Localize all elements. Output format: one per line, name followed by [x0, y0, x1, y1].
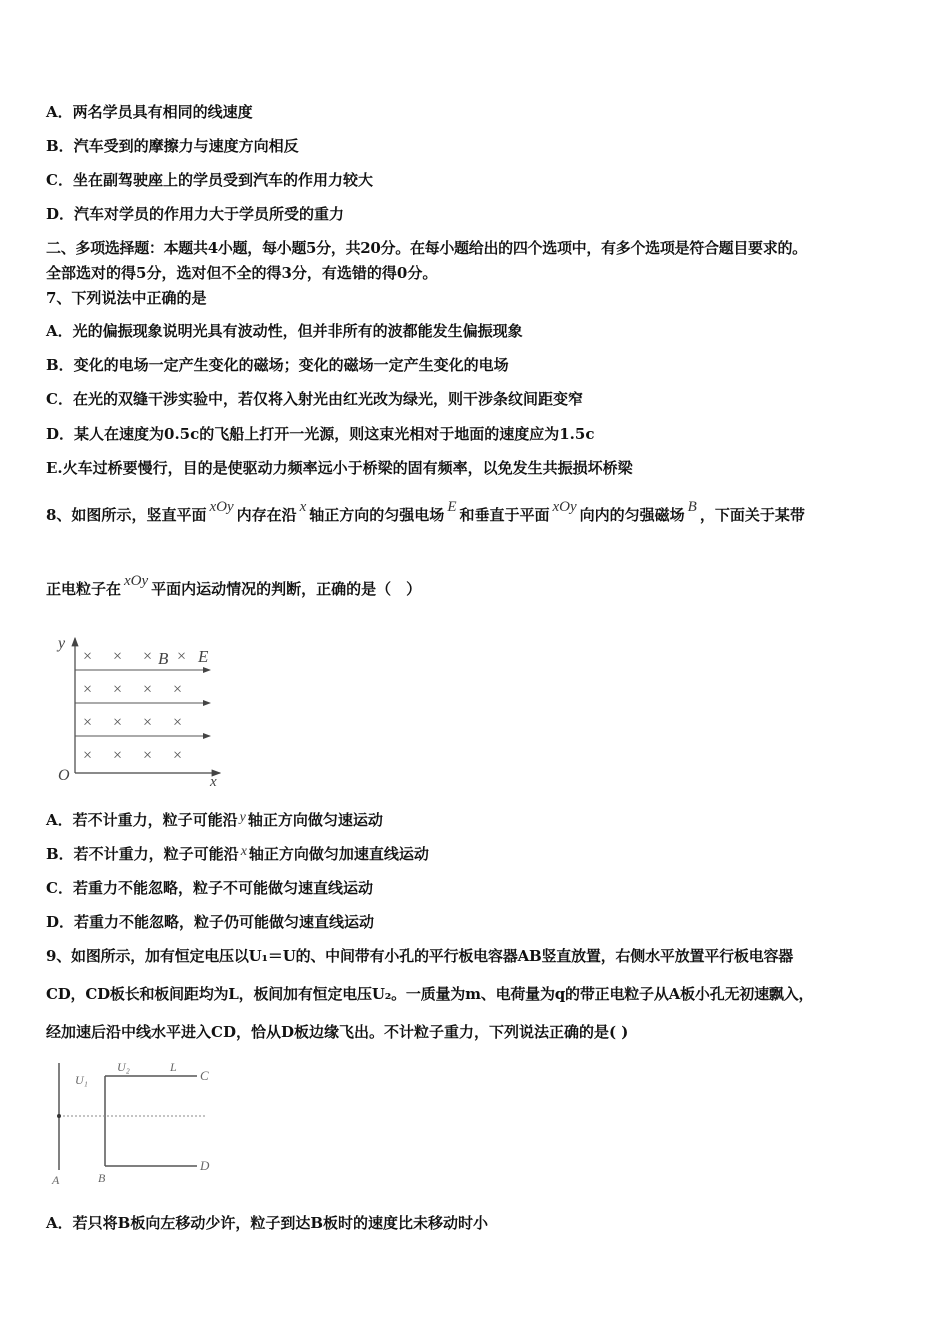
q8-stem-text-2: 内存在沿 [236, 506, 297, 524]
q8-option-b [46, 844, 429, 866]
b-field-cross: × [143, 681, 153, 698]
q8-stem-var-xoy-3: xOy [124, 573, 149, 589]
q7-stem: 7、下列说法中正确的是 [46, 289, 207, 307]
a-label: A [52, 1173, 60, 1187]
q8-stem-var-b: B [687, 499, 697, 515]
l-label: L [170, 1060, 177, 1074]
q8-stem-var-xoy-2: xOy [552, 499, 577, 515]
q8-option-a-text-1: A．若不计重力，粒子可能沿 [46, 811, 238, 829]
section2-instructions-line1: 二、多项选择题：本题共4小题，每小题5分，共20分。在每小题给出的四个选项中，有多个选项是符合题目要求的。 [46, 239, 807, 257]
b-field-cross: × [177, 648, 187, 665]
q9-option-a: A．若只将B板向左移动少许，粒子到达B板时的速度比未移动时小 [46, 1214, 488, 1232]
b-field-cross: × [113, 714, 123, 731]
q8-option-b-text-2: 轴正方向做匀加速直线运动 [248, 845, 429, 863]
q8-field-diagram [50, 628, 230, 788]
q7-option-e: E.火车过桥要慢行，目的是使驱动力频率远小于桥梁的固有频率，以免发生共振损坏桥梁 [46, 459, 633, 477]
q9-stem-line2: CD，CD板长和板间距均为L，板间加有恒定电压U₂。一质量为m、电荷量为q的带正电粒子从A板小孔无初速飘入， [46, 985, 814, 1003]
q7-option-d: D．某人在速度为0.5c的飞船上打开一光源，则这束光相对于地面的速度应为1.5c [46, 425, 595, 443]
q8-option-a-var: y [239, 810, 246, 825]
q8-option-b-text-1: B．若不计重力，粒子可能沿 [46, 845, 239, 863]
origin-label: O [58, 767, 70, 784]
q8-option-c: C．若重力不能忽略，粒子不可能做匀速直线运动 [46, 879, 373, 897]
q9-stem-line3: 经加速后沿中线水平进入CD，恰从D板边缘飞出。不计粒子重力，下列说法正确的是( ) [46, 1023, 629, 1041]
q8-stem-var-xoy: xOy [209, 499, 234, 515]
q6-option-c: C．坐在副驾驶座上的学员受到汽车的作用力较大 [46, 171, 373, 189]
b-field-cross: × [173, 714, 183, 731]
q7-option-b: B．变化的电场一定产生变化的磁场；变化的磁场一定产生变化的电场 [46, 356, 509, 374]
q8-stem-text-6: ，下面关于某带 [699, 506, 805, 524]
q8-stem-text-3: 轴正方向的匀强电场 [309, 506, 445, 524]
q8-stem-var-x: x [299, 499, 307, 515]
b-field-cross: × [83, 747, 93, 764]
x-axis-label: x [210, 774, 217, 788]
q7-option-c: C．在光的双缝干涉实验中，若仅将入射光由红光改为绿光，则干涉条纹间距变窄 [46, 390, 583, 408]
b-field-cross: × [143, 648, 153, 665]
q9-stem-line1: 9、如图所示，加有恒定电压以U₁＝U的、中间带有小孔的平行板电容器AB竖直放置，右侧水平放置平行板电容器 [46, 947, 794, 965]
q8-stem-text-8: 平面内运动情况的判断，正确的是（ ） [151, 580, 422, 598]
q8-stem-text-5: 向内的匀强磁场 [579, 506, 685, 524]
b-field-cross: × [173, 681, 183, 698]
q8-option-a-text-2: 轴正方向做匀速运动 [247, 811, 383, 829]
q8-option-a [46, 810, 383, 832]
b-field-cross: × [143, 747, 153, 764]
q8-option-b-var: x [240, 844, 247, 859]
q9-capacitor-diagram [45, 1058, 225, 1188]
section2-instructions-line2: 全部选对的得5分，选对但不全的得3分，有选错的得0分。 [46, 264, 438, 282]
b-label: B [98, 1171, 106, 1185]
b-field-cross: × [173, 747, 183, 764]
b-field-cross: × [83, 714, 93, 731]
q7-option-a: A．光的偏振现象说明光具有波动性，但并非所有的波都能发生偏振现象 [46, 322, 523, 340]
y-axis-label: y [58, 635, 66, 652]
q8-stem-text-7: 正电粒子在 [46, 580, 122, 598]
q6-option-b: B．汽车受到的摩擦力与速度方向相反 [46, 137, 299, 155]
q8-stem-text-4: 和垂直于平面 [459, 506, 550, 524]
q8-stem-var-e: E [447, 499, 457, 515]
e-field-label: E [198, 647, 209, 666]
c-label: C [200, 1068, 209, 1083]
b-field-label: B [158, 649, 169, 668]
q6-option-d: D．汽车对学员的作用力大于学员所受的重力 [46, 205, 345, 223]
q8-stem-line2 [46, 573, 422, 600]
q8-option-d: D．若重力不能忽略，粒子仍可能做匀速直线运动 [46, 913, 375, 931]
u2-label: U₂ [117, 1060, 130, 1074]
b-field-cross: × [113, 648, 123, 665]
b-field-cross: × [83, 648, 93, 665]
d-label: D [200, 1158, 210, 1173]
b-field-cross: × [113, 747, 123, 764]
b-field-cross: × [143, 714, 153, 731]
b-field-cross: × [83, 681, 93, 698]
b-field-cross: × [113, 681, 123, 698]
u1-label: U₁ [75, 1073, 88, 1087]
particle-dot [57, 1114, 61, 1118]
q8-stem-text-1: 8、如图所示，竖直平面 [46, 506, 207, 524]
q8-stem-line1 [46, 499, 805, 526]
q6-option-a: A．两名学员具有相同的线速度 [46, 103, 253, 121]
